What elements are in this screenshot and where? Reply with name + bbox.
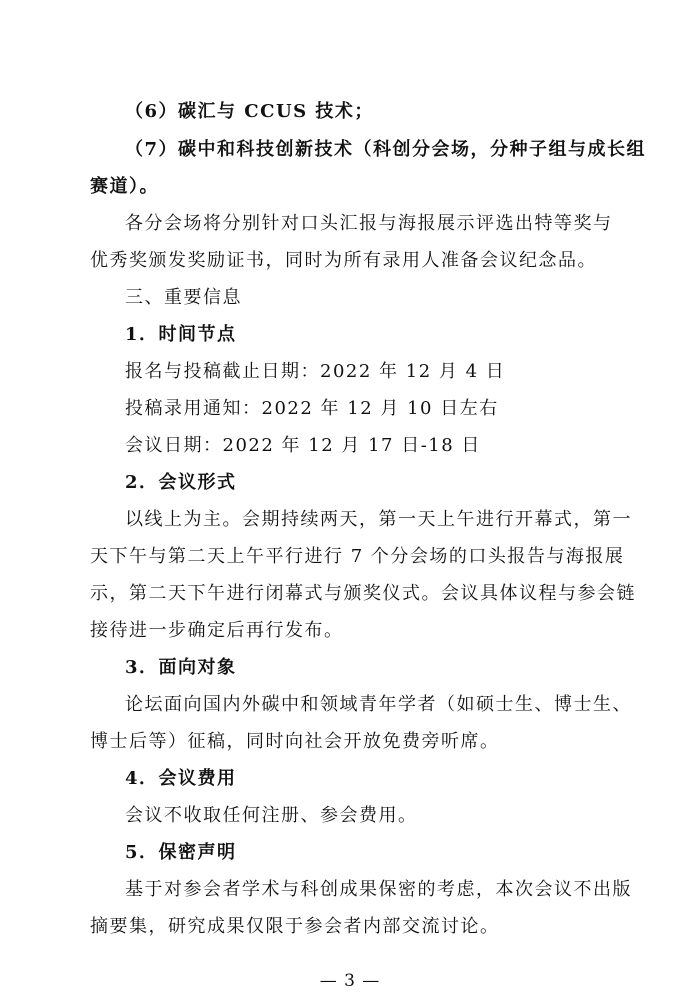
list-item-7: （7）碳中和科技创新技术（科创分会场，分种子组与成长组 bbox=[125, 139, 647, 160]
page-number: — 3 — bbox=[319, 971, 381, 991]
paragraph-format-line-2: 天下午与第二天上午平行进行 7 个分会场的口头报告与海报展 bbox=[90, 546, 625, 567]
subheading-audience: 3．面向对象 bbox=[125, 657, 237, 678]
paragraph-awards-line-1: 各分会场将分别针对口头汇报与海报展示评选出特等奖与 bbox=[125, 213, 613, 234]
subheading-confidentiality: 5．保密声明 bbox=[125, 842, 237, 863]
list-item-7-continuation: 赛道）。 bbox=[90, 176, 159, 197]
section-heading-important-info: 三、重要信息 bbox=[125, 287, 242, 308]
subheading-fees: 4．会议费用 bbox=[125, 768, 237, 789]
deadline-registration: 报名与投稿截止日期：2022 年 12 月 4 日 bbox=[125, 361, 506, 382]
subheading-format: 2．会议形式 bbox=[125, 472, 237, 493]
paragraph-format-line-1: 以线上为主。会期持续两天，第一天上午进行开幕式，第一 bbox=[125, 509, 632, 530]
subheading-timeline: 1．时间节点 bbox=[125, 324, 237, 345]
paragraph-format-line-4: 接待进一步确定后再行发布。 bbox=[90, 620, 344, 641]
conference-dates: 会议日期：2022 年 12 月 17 日-18 日 bbox=[125, 435, 481, 456]
paragraph-fees: 会议不收取任何注册、参会费用。 bbox=[125, 805, 418, 826]
paragraph-confidentiality-line-1: 基于对参会者学术与科创成果保密的考虑，本次会议不出版 bbox=[125, 879, 632, 900]
paragraph-confidentiality-line-2: 摘要集，研究成果仅限于参会者内部交流讨论。 bbox=[90, 916, 500, 937]
paragraph-awards-line-2: 优秀奖颁发奖励证书，同时为所有录用人准备会议纪念品。 bbox=[90, 250, 597, 271]
deadline-acceptance: 投稿录用通知：2022 年 12 月 10 日左右 bbox=[125, 398, 499, 419]
list-item-6: （6）碳汇与 CCUS 技术； bbox=[125, 101, 374, 122]
paragraph-format-line-3: 示，第二天下午进行闭幕式与颁奖仪式。会议具体议程与参会链 bbox=[90, 583, 636, 604]
paragraph-audience-line-2: 博士后等）征稿，同时向社会开放免费旁听席。 bbox=[90, 731, 500, 752]
paragraph-audience-line-1: 论坛面向国内外碳中和领域青年学者（如硕士生、博士生、 bbox=[125, 694, 632, 715]
